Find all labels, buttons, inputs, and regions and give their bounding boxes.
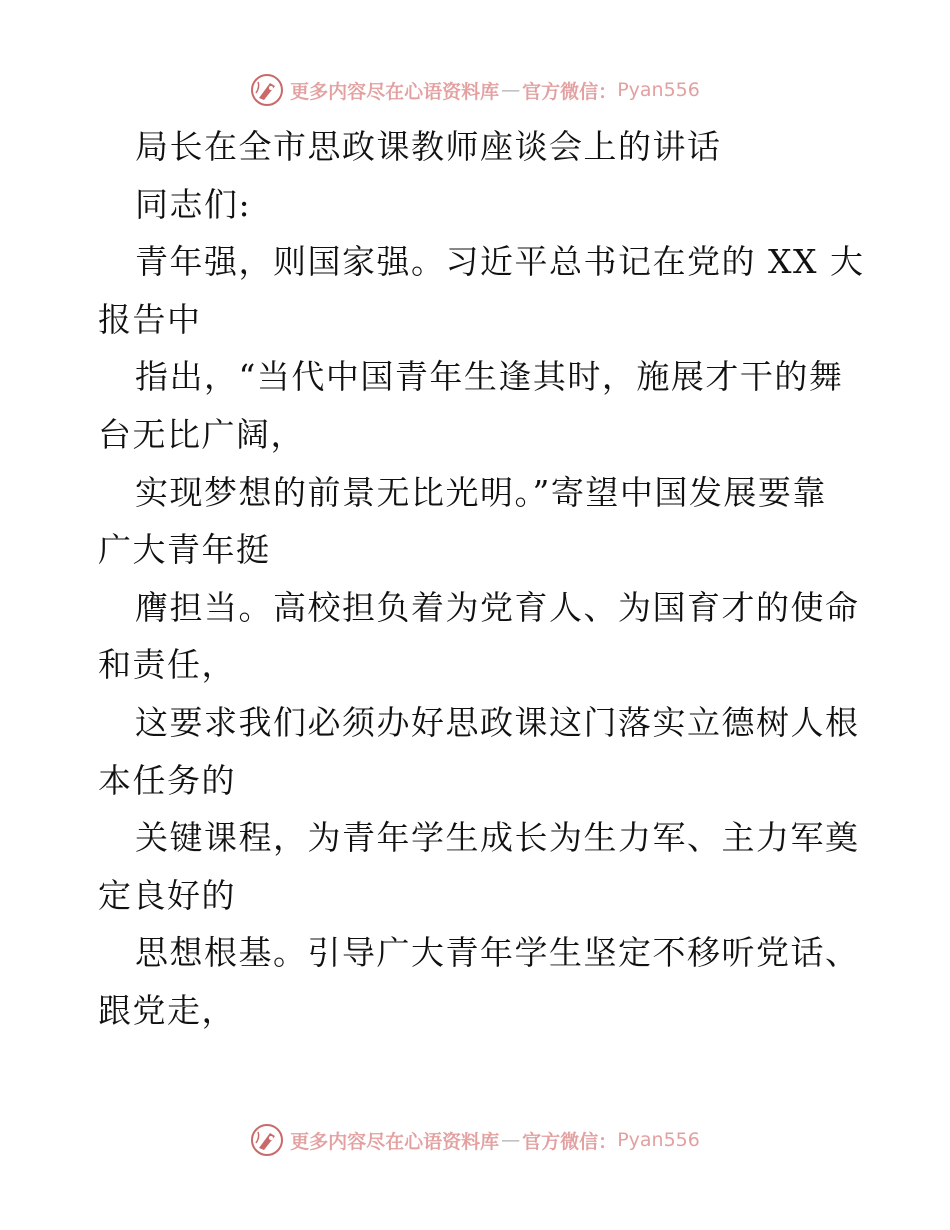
text-line: 跟党走，: [98, 990, 236, 1030]
footer-watermark: [0, 1120, 950, 1160]
watermark-separator: —: [501, 1129, 521, 1151]
text-line: 这要求我们必须办好思政课这门落实立德树人根: [135, 702, 860, 742]
watermark-wechat-account: Pyan556: [617, 79, 700, 101]
watermark-separator: —: [501, 79, 521, 101]
text-line: 台无比广阔，: [98, 414, 305, 454]
watermark-wechat-label: 官方微信：: [522, 1130, 618, 1153]
text-line: 和责任，: [98, 645, 236, 685]
text-line: 广大青年挺: [98, 530, 271, 570]
document-body: [98, 118, 865, 1040]
watermark-site-text: 更多内容尽在心语资料库: [290, 1130, 500, 1153]
text-line: 报告中: [98, 299, 202, 339]
watermark-wechat-label: 官方微信：: [522, 80, 618, 103]
text-line: 实现梦想的前景无比光明。”寄望中国发展要靠: [135, 472, 827, 512]
text-line: 定良好的: [98, 875, 236, 915]
header-watermark: [0, 70, 950, 110]
text-line: 本任务的: [98, 760, 236, 800]
text-line: 思想根基。引导广大青年学生坚定不移听党话、: [135, 933, 860, 973]
pen-nib-logo-icon: [250, 73, 284, 107]
text-line: 膺担当。高校担负着为党育人、为国育才的使命: [135, 587, 860, 627]
pen-nib-logo-icon: [250, 1123, 284, 1157]
watermark-wechat-account: Pyan556: [617, 1129, 700, 1151]
watermark-site-text: 更多内容尽在心语资料库: [290, 80, 500, 103]
text-line: 青年强，则国家强。习近平总书记在党的 XX 大: [135, 242, 865, 282]
text-line: 关键课程，为青年学生成长为生力军、主力军奠: [135, 818, 860, 858]
document-title: 局长在全市思政课教师座谈会上的讲话: [135, 127, 722, 166]
salutation: 同志们:: [135, 184, 252, 224]
text-line: 指出，“当代中国青年生逢其时，施展才干的舞: [135, 357, 844, 397]
